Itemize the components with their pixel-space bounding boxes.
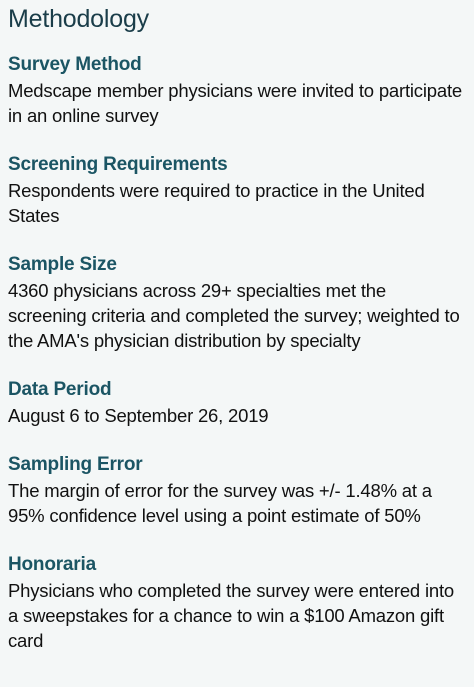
section-body: 4360 physicians across 29+ specialties met the screening criteria and completed the survey; weighted to the AMA's physician distribution by specialty (8, 280, 460, 351)
section-sample-size (8, 253, 466, 353)
section-survey-method (8, 53, 466, 128)
section-heading: Data Period (8, 379, 112, 400)
section-body: The margin of error for the survey was +/- 1.48% at a 95% confidence level using a point estimate of 50% (8, 480, 432, 526)
section-body: Physicians who completed the survey were entered into a sweepstakes for a chance to win a $100 Amazon gift card (8, 580, 454, 651)
page-title: Methodology (8, 5, 149, 33)
section-heading: Honoraria (8, 554, 96, 575)
section-heading: Survey Method (8, 54, 142, 75)
section-body: Respondents were required to practice in the United States (8, 180, 425, 226)
section-sampling-error (8, 453, 466, 528)
section-honoraria (8, 553, 466, 653)
section-body: Medscape member physicians were invited to participate in an online survey (8, 80, 462, 126)
section-heading: Screening Requirements (8, 154, 228, 175)
section-body: August 6 to September 26, 2019 (8, 405, 269, 426)
section-heading: Sampling Error (8, 454, 143, 475)
section-data-period (8, 378, 466, 428)
section-screening-requirements (8, 153, 466, 228)
section-heading: Sample Size (8, 254, 117, 275)
